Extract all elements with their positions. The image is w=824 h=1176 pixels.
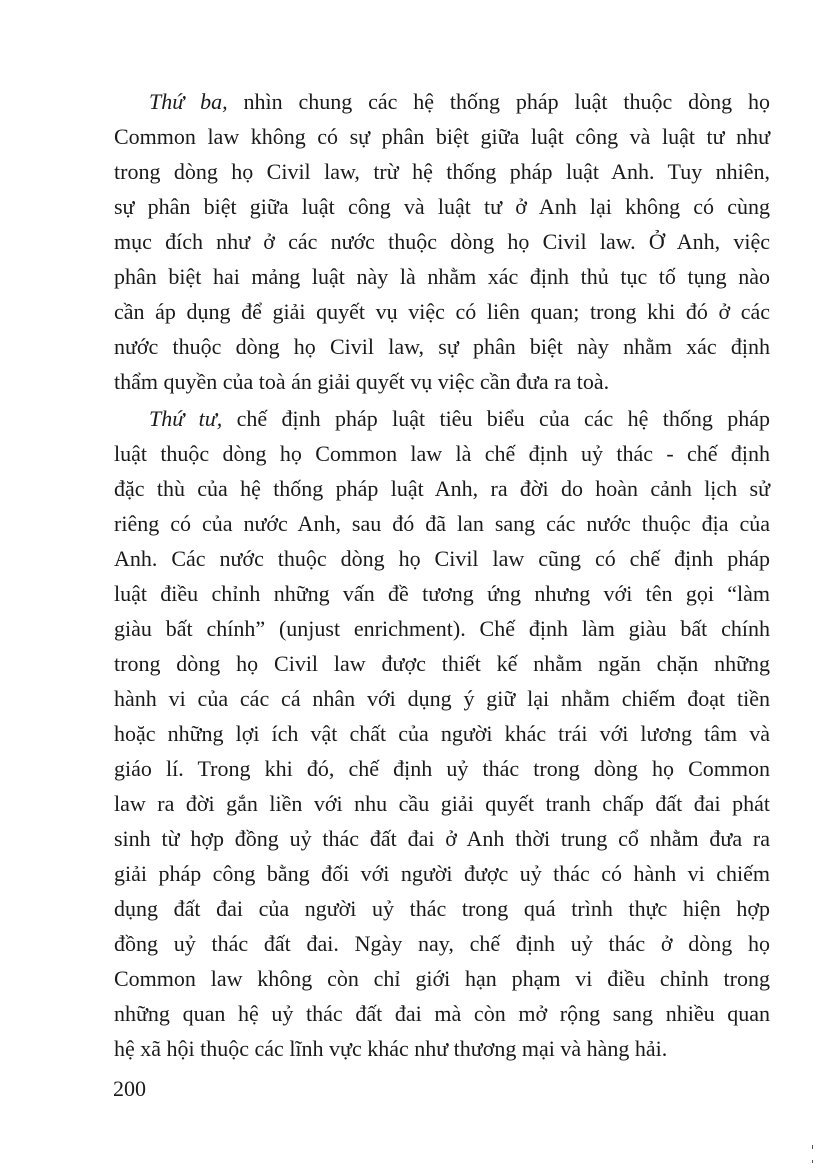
paragraph-1-line-3: trong dòng họ Civil law, trừ hệ thống pháp luật Anh. Tuy nhiên, [114,159,770,184]
paragraph-1-line-2: Common law không có sự phân biệt giữa luật công và luật tư như [114,124,770,149]
paragraph-2-line-12: law ra đời gắn liền với nhu cầu giải quyết tranh chấp đất đai phát [114,791,770,816]
paragraph-2-line-8: trong dòng họ Civil law được thiết kế nhằm ngăn chặn những [114,651,770,676]
page-number: 200 [113,1076,146,1101]
paragraph-2-line-14: giải pháp công bằng đối với người được uỷ thác có hành vi chiếm [114,861,770,886]
paragraph-2-line-4: riêng có của nước Anh, sau đó đã lan sang các nước thuộc địa của [114,511,770,536]
paragraph-2-line-6: luật điều chỉnh những vấn đề tương ứng nhưng với tên gọi “làm [114,581,770,606]
paragraph-2-line-15: dụng đất đai của người uỷ thác trong quá trình thực hiện hợp [114,896,770,921]
paragraph-2-line-2: luật thuộc dòng họ Common law là chế định uỷ thác - chế định [114,441,770,466]
paragraph-2-line-9: hành vi của các cá nhân với dụng ý giữ lại nhằm chiếm đoạt tiền [114,686,770,711]
scan-speck [812,1145,813,1149]
paragraph-1-line-8: nước thuộc dòng họ Civil law, sự phân biệt này nhằm xác định [114,334,770,359]
paragraph-2-line-19: hệ xã hội thuộc các lĩnh vực khác như thương mại và hàng hải. [114,1036,668,1061]
scan-speck [812,1160,813,1163]
paragraph-2-line-5: Anh. Các nước thuộc dòng họ Civil law cũng có chế định pháp [114,546,770,571]
paragraph-2-line-17: Common law không còn chỉ giới hạn phạm vi điều chỉnh trong [114,966,770,991]
paragraph-2-line-13: sinh từ hợp đồng uỷ thác đất đai ở Anh thời trung cổ nhằm đưa ra [114,826,770,851]
paragraph-2-line-1: Thứ tư, chế định pháp luật tiêu biểu của các hệ thống pháp [149,406,770,431]
paragraph-2-line-18: những quan hệ uỷ thác đất đai mà còn mở rộng sang nhiều quan [114,1001,770,1026]
paragraph-1-line-5: mục đích như ở các nước thuộc dòng họ Civil law. Ở Anh, việc [114,229,770,254]
paragraph-2-line-16: đồng uỷ thác đất đai. Ngày nay, chế định uỷ thác ở dòng họ [114,931,770,956]
paragraph-2-line-3: đặc thù của hệ thống pháp luật Anh, ra đời do hoàn cảnh lịch sử [114,476,770,501]
paragraph-1-line-1: Thứ ba, nhìn chung các hệ thống pháp luật thuộc dòng họ [149,89,770,114]
paragraph-2-line-10: hoặc những lợi ích vật chất của người khác trái với lương tâm và [114,721,770,746]
paragraph-1-line-7: cần áp dụng để giải quyết vụ việc có liên quan; trong khi đó ở các [114,299,770,324]
paragraph-2-line-11: giáo lí. Trong khi đó, chế định uỷ thác trong dòng họ Common [114,756,770,781]
paragraph-1-line-6: phân biệt hai mảng luật này là nhằm xác định thủ tục tố tụng nào [114,264,770,289]
paragraph-1-line-9: thẩm quyền của toà án giải quyết vụ việc cần đưa ra toà. [114,369,610,394]
paragraph-2-line-7: giàu bất chính” (unjust enrichment). Chế định làm giàu bất chính [114,616,770,641]
paragraph-1-lead: Thứ ba, [149,89,228,114]
paragraph-1-line-4: sự phân biệt giữa luật công và luật tư ở Anh lại không có cùng [114,194,770,219]
paragraph-2-lead: Thứ tư, [149,406,223,431]
